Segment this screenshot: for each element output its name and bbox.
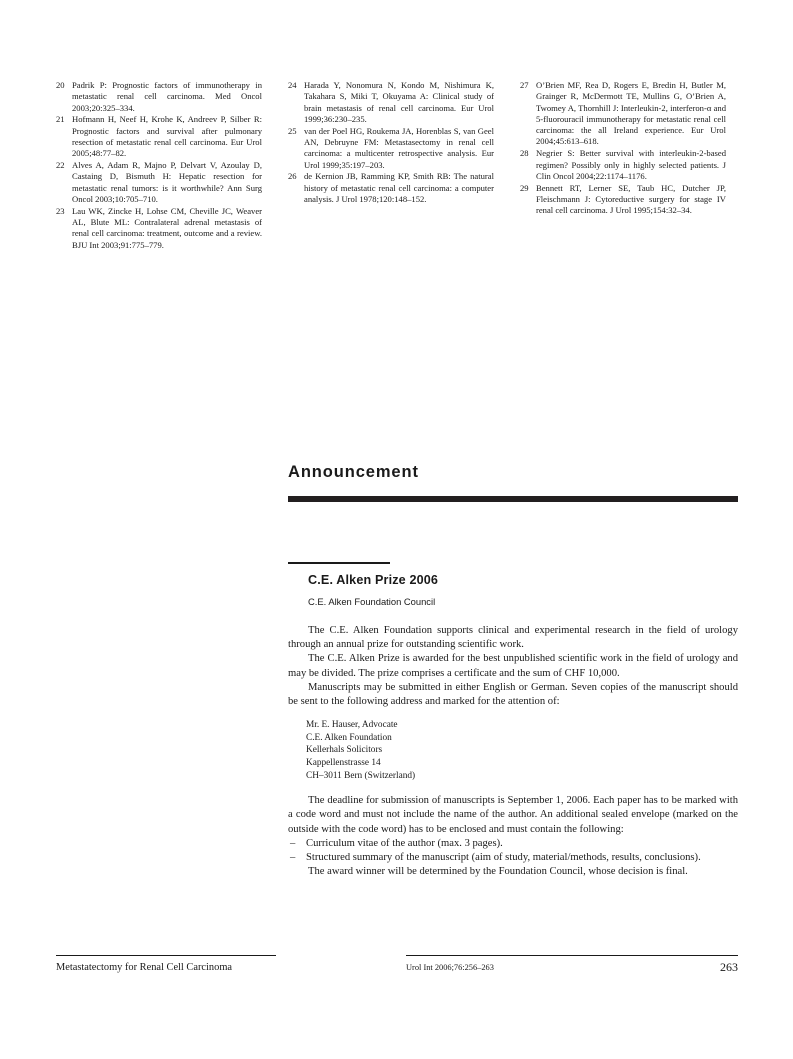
references-section: [56, 80, 738, 251]
reference-number: 21: [56, 114, 65, 125]
page-number: 263: [720, 960, 738, 975]
reference-entry: [520, 183, 726, 217]
reference-entry: [56, 114, 262, 159]
reference-entry: [520, 80, 726, 148]
footer-running-title-segment: [56, 955, 276, 974]
address-line: CH–3011 Bern (Switzerland): [306, 770, 416, 781]
title-divider-thin: [288, 562, 390, 564]
references-column-3: [520, 80, 726, 251]
reference-text: Negrier S: Better survival with interleukin-2-based regimen? Possibly only in highly selected patients. J Clin Oncol 2004;22:1174–1176.: [536, 148, 726, 181]
running-title: Metastatectomy for Renal Cell Carcinoma: [56, 962, 233, 974]
reference-number: 28: [520, 148, 529, 159]
footer-citation-segment: [406, 955, 636, 974]
reference-number: 23: [56, 205, 65, 216]
reference-number: 22: [56, 160, 65, 171]
reference-number: 27: [520, 80, 529, 90]
reference-entry: [288, 171, 494, 205]
reference-entry: [56, 206, 262, 251]
paragraph-prize-terms: The C.E. Alken Prize is awarded for the best unpublished scientific work in the field of urology and may be divided. The prize comprises a certificate and the sum of CHF 10,000.: [288, 653, 738, 679]
prize-title: C.E. Alken Prize 2006: [308, 572, 439, 587]
footer-page-number-segment: [636, 955, 738, 974]
footer-divider: [636, 955, 738, 956]
reference-text: de Kernion JB, Ramming KP, Smith RB: The natural history of metastatic renal cell carcinoma: a computer analysis. J Urol 1978;120:148–152.: [304, 171, 494, 204]
announcement-header: [288, 462, 738, 502]
list-item: [288, 851, 738, 865]
section-divider-thick: [288, 496, 738, 502]
reference-entry: [56, 160, 262, 205]
footer-divider: [56, 955, 276, 956]
dash-bullet-icon: –: [290, 852, 296, 863]
prize-byline: C.E. Alken Foundation Council: [308, 596, 436, 608]
page-footer: [56, 955, 738, 985]
prize-header: [288, 562, 738, 608]
reference-text: Alves A, Adam R, Majno P, Delvart V, Azoulay D, Castaing D, Bismuth H: Hepatic resection for metastatic renal tumors: is it worthwhile? Ann Surg Oncol 2003;10:705–710.: [72, 160, 262, 204]
reference-entry: [520, 148, 726, 182]
reference-entry: [288, 126, 494, 171]
reference-number: 25: [288, 125, 297, 136]
reference-text: Harada Y, Nonomura N, Kondo M, Nishimura K, Takahara S, Miki T, Okuyama A: Clinical study of brain metastasis of renal cell carcinoma. Eur Urol 1999;36:230–235.: [304, 80, 494, 124]
dash-bullet-icon: –: [290, 837, 296, 849]
reference-text: Bennett RT, Lerner SE, Taub HC, Dutcher JP, Fleischmann J: Cytoreductive surgery for stage IV renal cell carcinoma. J Urol 1995;154:32–34.: [536, 182, 726, 216]
reference-number: 20: [56, 80, 65, 90]
address-line: Kappellenstrasse 14: [306, 758, 381, 768]
reference-text: Padrik P: Prognostic factors of immunotherapy in metastatic renal cell carcinoma. Med Oncol 2003;20:325–334.: [72, 80, 262, 113]
reference-number: 29: [520, 182, 529, 193]
paragraph-award-decision: The award winner will be determined by the Foundation Council, whose decision is final.: [308, 866, 688, 878]
list-item-text: Structured summary of the manuscript (aim of study, material/methods, results, conclusions).: [306, 852, 701, 863]
reference-text: O’Brien MF, Rea D, Rogers E, Bredin H, Butler M, Grainger R, McDermott TE, Mullins G, O’Brien A, Twomey A, Thornhill J: Interleukin-2, interferon-α and 5-fluorouracil immunotherapy for metastatic renal cell carcinoma: the all Ireland experience. Eur Urol 2004;45:613–618.: [536, 80, 726, 147]
announcement-body: [288, 624, 738, 879]
paragraph-submission: Manuscripts may be submitted in either English or German. Seven copies of the manuscript should be sent to the following address and marked for the attention of:: [288, 681, 738, 708]
reference-entry: [288, 80, 494, 125]
section-heading: Announcement: [288, 463, 419, 481]
journal-citation: Urol Int 2006;76:256–263: [406, 963, 494, 973]
reference-text: Lau WK, Zincke H, Lohse CM, Cheville JC, Weaver AL, Blute ML: Contralateral adrenal metastasis of renal cell carcinoma: treatment, outcome and a review. BJU Int 2003;91:775–779.: [72, 205, 262, 250]
reference-text: Hofmann H, Neef H, Krohe K, Andreev P, Silber R: Prognostic factors and survival after pulmonary resection of metastatic renal cell carcinoma. Eur Urol 2005;48:77–82.: [72, 114, 262, 159]
reference-number: 24: [288, 80, 297, 90]
reference-text: van der Poel HG, Roukema JA, Horenblas S, van Geel AN, Debruyne FM: Metastasectomy in renal cell carcinoma: a multicenter retrospective analysis. Eur Urol 1999;35:197–203.: [304, 125, 494, 170]
paragraph-deadline: The deadline for submission of manuscripts is September 1, 2006. Each paper has to be marked with a code word and must not include the name of the author. An additional sealed envelope (marked on the outside with the code word) has to be enclosed and must contain the following:: [288, 795, 738, 835]
address-line: Mr. E. Hauser, Advocate: [306, 720, 398, 731]
address-line: C.E. Alken Foundation: [306, 732, 392, 743]
references-column-2: [288, 80, 494, 251]
paragraph-intro: The C.E. Alken Foundation supports clinical and experimental research in the field of urology through an annual prize for outstanding scientific work.: [288, 625, 738, 651]
reference-entry: [56, 80, 262, 114]
spacer: [288, 782, 738, 794]
list-item-text: Curriculum vitae of the author (max. 3 pages).: [306, 837, 503, 849]
references-column-1: [56, 80, 262, 251]
address-line: Kellerhals Solicitors: [306, 745, 383, 756]
reference-number: 26: [288, 171, 297, 182]
list-item: [288, 837, 738, 851]
requirements-list: [288, 837, 738, 865]
footer-divider: [406, 955, 636, 956]
address-block: [288, 719, 738, 782]
